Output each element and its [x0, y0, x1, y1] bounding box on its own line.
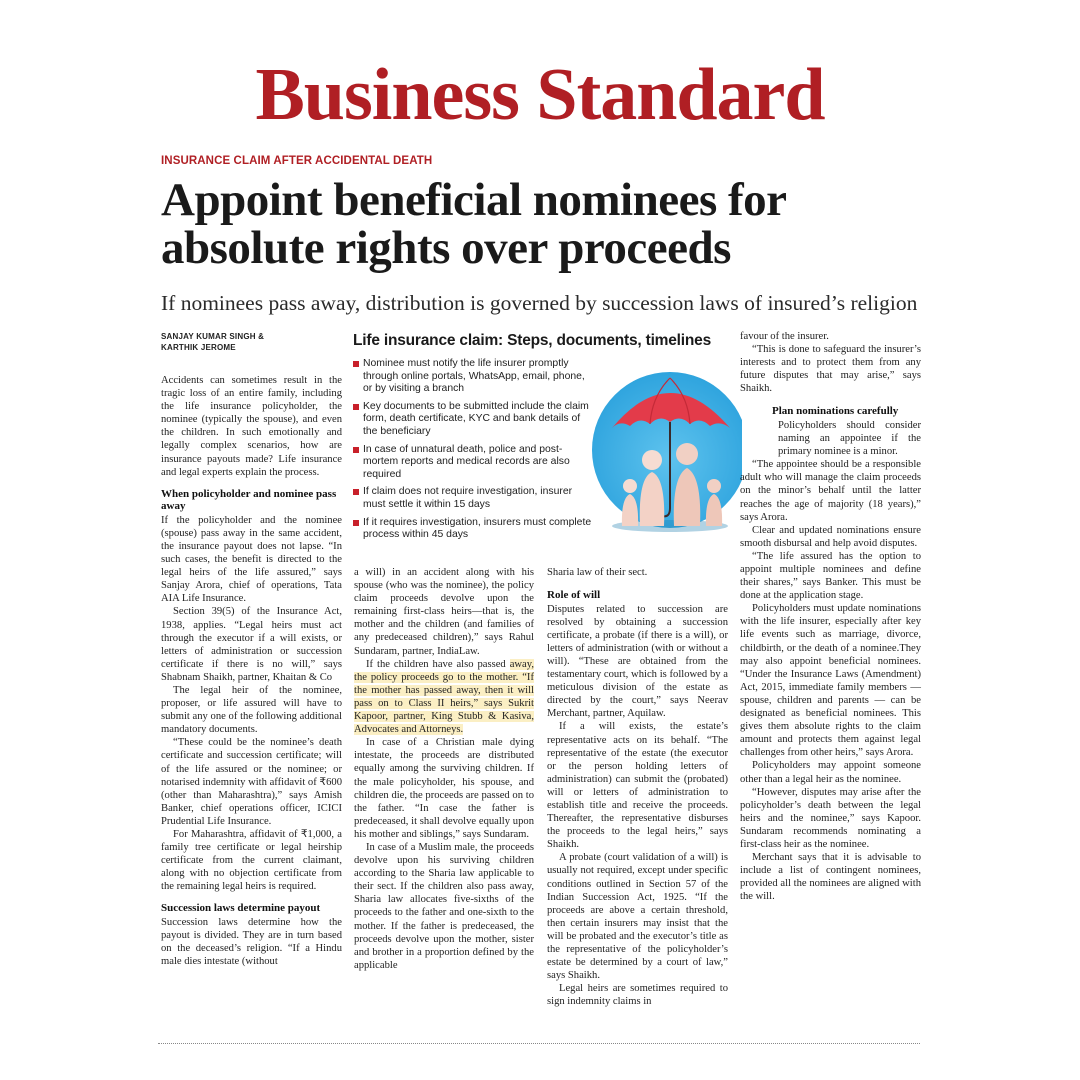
- paragraph: Policyholders must update nominations with the life insurer, especially after key life events such as marriage, divorce, childbirth, or the death of a nominee.They may also appoint beneficial nominees. “Under the Insurance Laws (Amendment) Act, 2015, immediate family members — spouse, children and parents — can be designated as beneficial nominees. This gives them absolute rights to the claim amount and protects them against legal challenges from other heirs,” says Arora.: [740, 603, 921, 759]
- bullet-square-icon: [353, 520, 359, 526]
- paragraph: If a will exists, the estate’s representative acts on its behalf. “The representative of the estate (the executor or the person holding letters of administration) can submit the (probated) will or letters of administration to establish title and receive the proceeds. Thereafter, the representative disburses the proceeds to the legal heirs,” says Shaikh.: [547, 721, 728, 851]
- factbox-title: Life insurance claim: Steps, documents, timelines: [353, 332, 711, 349]
- section-heading: Role of will: [547, 589, 601, 602]
- kicker: INSURANCE CLAIM AFTER ACCIDENTAL DEATH: [161, 155, 433, 167]
- paragraph: Succession laws determine how the payout is divided. They are in turn based on the deceased’s religion. “If a Hindu male dies intestate (without: [161, 916, 342, 968]
- bottom-divider: [158, 1043, 920, 1044]
- paragraph: A probate (court validation of a will) is usually not required, except under specific conditions outlined in Section 57 of the Indian Succession Act, 1925. “If the proceeds are above a certain threshold, then certain insurers may insist that the will be probated and the executor’s title as the representative of the policyholder’s estate be determined by a court of law,” says Shaikh.: [547, 852, 728, 982]
- factbox-item: If it requires investigation, insurers must complete process within 45 days: [353, 517, 593, 542]
- highlighted-quote: away, the policy proceeds go to the mother. “If the mother has passed away, then it will pass on to Class II heirs,” says Sukrit Kapoor, partner, King Stubb & Kasiva, Advocates and Attorneys.: [354, 658, 534, 736]
- factbox-item: If claim does not require investigation, insurer must settle it within 15 days: [353, 486, 593, 511]
- paragraph: Sharia law of their sect.: [547, 567, 648, 578]
- paragraph: Accidents can sometimes result in the tragic loss of an entire family, including the life insurance policyholder, the nominee (typically the spouse), and even the children. In such emotionally and legally complex scenarios, how are insurance payouts made? Life insurance and legal experts explain the process.: [161, 375, 342, 478]
- byline: [161, 331, 342, 353]
- paragraph: “The life assured has the option to appoint multiple nominees and define their shares,” says Banker. This must be done at the application stage.: [740, 550, 921, 602]
- section-heading: Plan nominations carefully: [772, 405, 899, 418]
- bullet-square-icon: [353, 489, 359, 495]
- paragraph: In case of a Christian male dying intestate, the proceeds are distributed equally among the surviving children. If the male policyholder, his spouse, and children die, the proceeds are passed on to the father. “In case the father is predeceased, it shall devolve equally upon his mother and siblings,” says Sundaram.: [354, 737, 534, 840]
- byline-author-1: SANJAY KUMAR SINGH &: [161, 332, 265, 341]
- article-column-3: [547, 566, 728, 1009]
- paragraph: In case of a Muslim male, the proceeds devolve upon his surviving children according to the Sharia law applicable to their sect. If the children also pass away, Sharia law allocates five-sixths of the proceeds to the father and one-sixth to the mother. If the father is predeceased, the proceeds devolve upon the mother, sister and brother in a proportion defined by the applicable: [354, 841, 534, 971]
- bullet-square-icon: [353, 404, 359, 410]
- paragraph: If the policyholder and the nominee (spouse) pass away in the same accident, the insurance payout does not lapse. “In such cases, the benefit is directed to the legal heirs of the life assured,” says Sanjay Arora, chief of operations, Tata AIA Life Insurance.: [161, 514, 342, 605]
- article-column-2: [354, 566, 534, 972]
- paragraph: For Maharashtra, affidavit of ₹1,000, a family tree certificate or legal heirship certificate from the current claimant, along with no objection certificate from the remaining legal heirs is required.: [161, 829, 342, 893]
- paragraph: a will) in an accident along with his spouse (who was the nominee), the policy claim proceeds devolve upon the remaining first-class heirs—that is, the mother and the children (and families of any predeceased children),” says Rahul Sundaram, partner, IndiaLaw.: [354, 567, 534, 657]
- masthead-logo: Business Standard: [255, 54, 825, 136]
- factbox-item: Nominee must notify the life insurer promptly through online portals, WhatsApp, email, phone, or by visiting a branch: [353, 358, 593, 396]
- paragraph: Policyholders should consider naming an appointee if the primary nominee is a minor.: [778, 419, 921, 458]
- article-column-1: [161, 331, 342, 968]
- umbrella-family-figures-icon: [572, 358, 742, 538]
- bullet-square-icon: [353, 447, 359, 453]
- paragraph: “This is done to safeguard the insurer’s interests and to protect them from any future disputes that may arise,” says Shaikh.: [740, 344, 921, 395]
- factbox-item: Key documents to be submitted include the claim form, death certificate, KYC and bank details of the beneficiary: [353, 401, 593, 439]
- paragraph: Clear and updated nominations ensure smooth disbursal and help avoid disputes.: [740, 524, 921, 549]
- section-heading: When policyholder and nominee pass away: [161, 487, 337, 513]
- bullet-square-icon: [353, 361, 359, 367]
- paragraph: Legal heirs are sometimes required to sign indemnity claims in: [547, 983, 728, 1008]
- factbox-list: [353, 358, 593, 547]
- paragraph: Disputes related to succession are resolved by obtaining a succession certificate, a probate (if there is a will), or letters of administration (with or without a will). “These are obtained from the testamentary court, which is followed by a meticulous division of the estate as directed by the court,” says Neerav Merchant, partner, Aquilaw.: [547, 603, 728, 720]
- byline-author-2: KARTHIK JEROME: [161, 343, 236, 352]
- paragraph: Section 39(5) of the Insurance Act, 1938, applies. “Legal heirs must act through the executor if a will exists, or letters of administration or succession certificate if there is no will,” says Shabnam Shaikh, partner, Khaitan & Co: [161, 606, 342, 683]
- paragraph: Policyholders may appoint someone other than a legal heir as the nominee.: [740, 760, 921, 785]
- headline: Appoint beneficial nominees for absolute rights over proceeds: [161, 174, 786, 274]
- paragraph: “These could be the nominee’s death certificate and succession certificate; will of the life assured or the nominee; or notarised indemnity with affidavit of ₹600 (other than Maharashtra),” says Amish Banker, chief operations officer, ICICI Prudential Life Insurance.: [161, 737, 343, 827]
- article-column-4: [740, 330, 921, 903]
- paragraph: “However, disputes may arise after the policyholder’s death between the legal heirs and the nominee,” says Kapoor. Sundaram recommends nominating a first-class heir as the nominee.: [740, 786, 921, 850]
- paragraph: favour of the insurer.: [740, 331, 829, 342]
- paragraph: Merchant says that it is advisable to include a list of contingent nominees, provided all the nominees are aligned with the will.: [740, 852, 921, 903]
- paragraph: If the children have also passed away, the policy proceeds go to the mother. “If the mother has passed away, then it will pass on to Class II heirs,” says Sukrit Kapoor, partner, King Stubb & Kasiva, Advocates and Attorneys.: [354, 658, 534, 736]
- paragraph: The legal heir of the nominee, proposer, or life assured will have to submit any one of the following additional mandatory documents.: [161, 684, 342, 736]
- section-heading: Succession laws determine payout: [161, 902, 321, 915]
- paragraph: “The appointee should be a responsible adult who will manage the claim proceeds on the minor’s behalf until the latter reaches the age of majority (18 years),” says Arora.: [740, 459, 921, 523]
- factbox-item: In case of unnatural death, police and post-mortem reports and medical records are also required: [353, 444, 593, 482]
- subhead: If nominees pass away, distribution is governed by succession laws of insured’s religion: [161, 291, 918, 315]
